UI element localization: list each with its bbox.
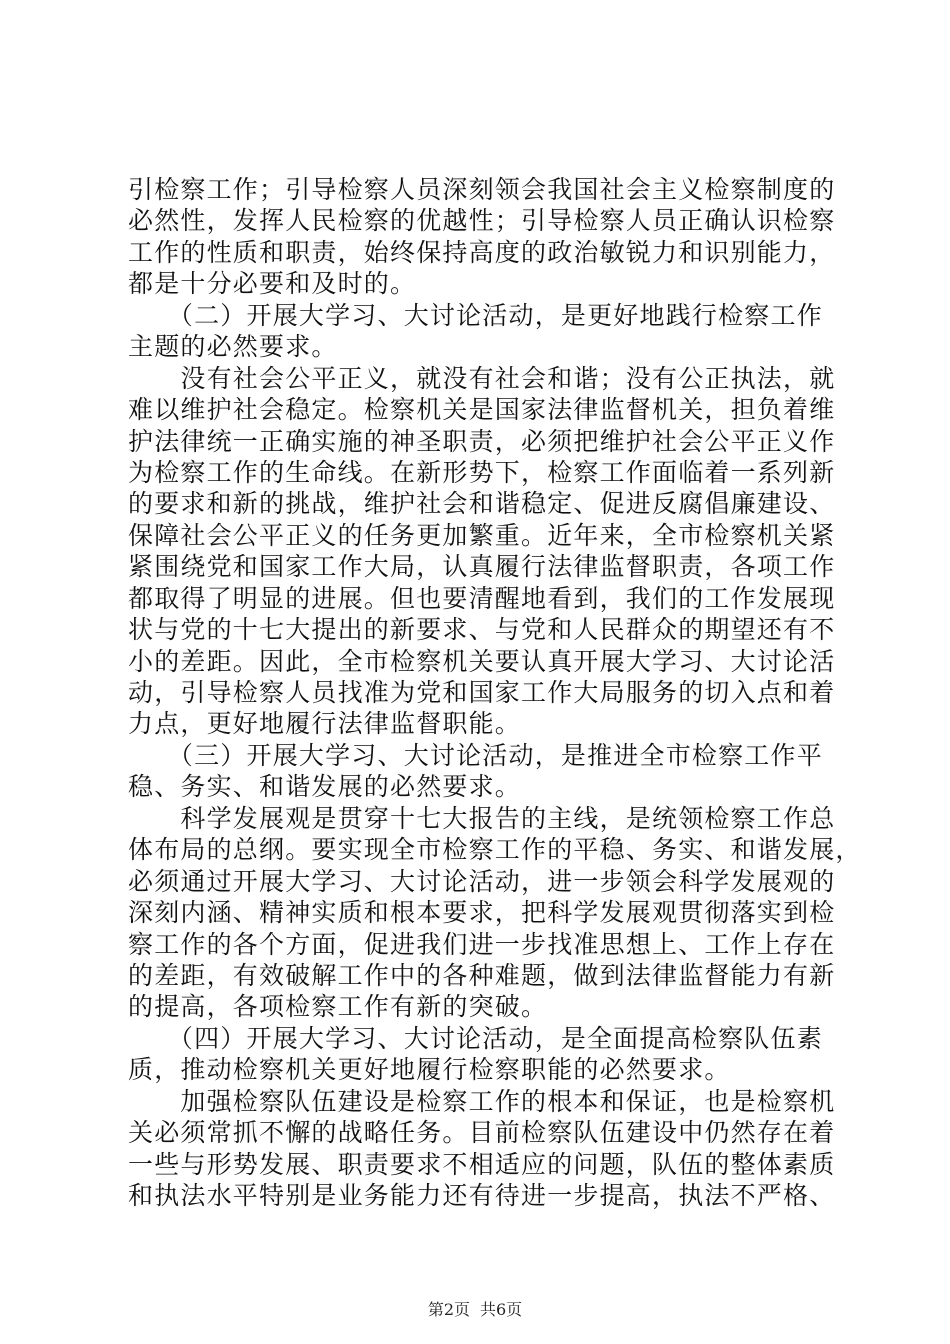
text-line: 力点，更好地履行法律监督职能。 [128,709,522,739]
text-line: 的提高，各项检察工作有新的突破。 [128,992,548,1022]
text-line: 动，引导检察人员找准为党和国家工作大局服务的切入点和着 [128,678,836,707]
text-line: 状与党的十七大提出的新要求、与党和人民群众的期望还有不 [128,615,836,645]
text-line: 难以维护社会稳定。检察机关是国家法律监督机关，担负着维 [128,395,836,425]
text-line: 体布局的总纲。要实现全市检察工作的平稳、务实、和谐发展， [128,835,862,865]
text-line: 为检察工作的生命线。在新形势下，检察工作面临着一系列新 [128,457,836,487]
text-line: 护法律统一正确实施的神圣职责，必须把维护社会公平正义作 [128,426,836,456]
section-heading-line: 主题的必然要求。 [128,332,338,362]
text-line: 必须通过开展大学习、大讨论活动，进一步领会科学发展观的 [128,866,836,896]
section-heading-line: 稳、务实、和谐发展的必然要求。 [128,772,522,802]
text-line: 没有社会公平正义，就没有社会和谐；没有公正执法，就 [128,363,836,393]
text-line: 关必须常抓不懈的战略任务。目前检察队伍建设中仍然存在着 [128,1118,836,1148]
text-line: 和执法水平特别是业务能力还有待进一步提高，执法不严格、 [128,1181,836,1210]
section-heading-line: （二）开展大学习、大讨论活动，是更好地践行检察工作 [128,300,823,330]
page-total: 共6页 [480,1300,523,1319]
document-body [128,174,862,1211]
text-line: 科学发展观是贯穿十七大报告的主线，是统领检察工作总 [128,803,836,833]
text-line: 必然性，发挥人民检察的优越性；引导检察人员正确认识检察 [128,206,836,236]
text-line: 都是十分必要和及时的。 [128,269,417,299]
text-line: 紧围绕党和国家工作大局，认真履行法律监督职责，各项工作 [128,552,836,582]
text-line: 的差距，有效破解工作中的各种难题，做到法律监督能力有新 [128,960,836,990]
text-line: 都取得了明显的进展。但也要清醒地看到，我们的工作发展现 [128,583,836,613]
section-heading-line: （四）开展大学习、大讨论活动，是全面提高检察队伍素 [128,1023,823,1053]
text-line: 一些与形势发展、职责要求不相适应的问题，队伍的整体素质 [128,1149,836,1179]
text-line: 察工作的各个方面，促进我们进一步找准思想上、工作上存在 [128,929,836,959]
text-line: 引检察工作；引导检察人员深刻领会我国社会主义检察制度的 [128,175,836,204]
text-line: 工作的性质和职责，始终保持高度的政治敏锐力和识别能力， [128,237,836,267]
section-heading-line: （三）开展大学习、大讨论活动，是推进全市检察工作平 [128,740,823,770]
text-line: 保障社会公平正义的任务更加繁重。近年来，全市检察机关紧 [128,520,836,550]
section-heading-line: 质，推动检察机关更好地履行检察职能的必然要求。 [128,1055,731,1085]
page-footer [0,1300,950,1320]
text-line: 深刻内涵、精神实质和根本要求，把科学发展观贯彻落实到检 [128,898,836,928]
text-line: 加强检察队伍建设是检察工作的根本和保证，也是检察机 [128,1086,836,1116]
text-line: 小的差距。因此，全市检察机关要认真开展大学习、大讨论活 [128,646,836,676]
text-line: 的要求和新的挑战，维护社会和谐稳定、促进反腐倡廉建设、 [128,489,836,519]
page-number: 第2页 [427,1300,470,1319]
